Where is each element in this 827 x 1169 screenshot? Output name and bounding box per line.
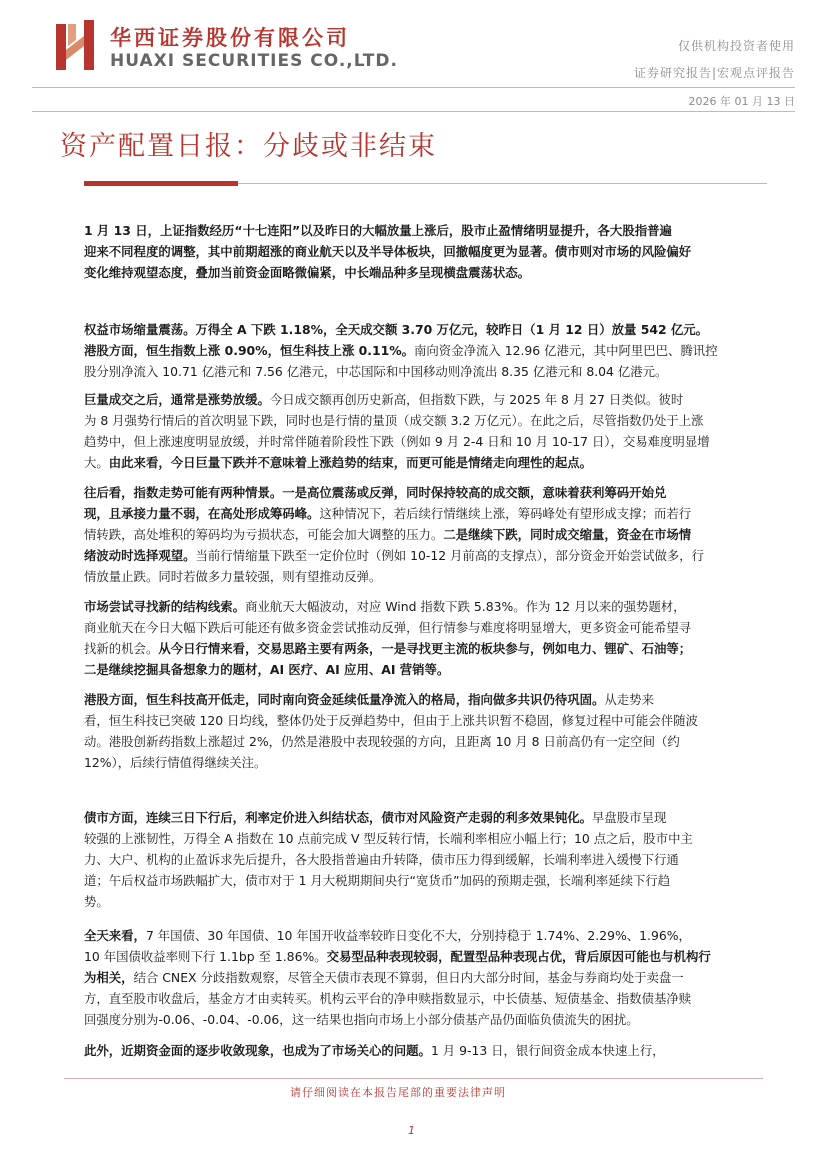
text-line: 势。: [84, 894, 109, 909]
text-line: 当前行情缩量下跌至一定价位时（例如 10-12 月前高的支撑点），部分资金开始尝试做多，行: [195, 548, 705, 563]
text-line: 从走势来: [604, 692, 654, 707]
text-line-bold: 为相关，: [84, 970, 134, 985]
footer-divider: [64, 1078, 763, 1079]
text-line: 商业航天大幅波动，对应 Wind 指数下跌 5.83%。作为 12 月以来的强势题材，: [245, 599, 686, 614]
text-line-bold: 港股方面，恒生指数上涨 0.90%，恒生科技上涨 0.11%。: [84, 343, 415, 358]
report-date: 2026 年 01 月 13 日: [688, 95, 795, 108]
equity-market-paragraph: [84, 319, 783, 382]
audience-note: 仅供机构投资者使用: [677, 39, 795, 53]
text-line: 南向资金净流入 12.96 亿港元，其中阿里巴巴、腾讯控: [414, 343, 718, 358]
text-line-bold: 市场尝试寻找新的结构线索。: [84, 599, 246, 614]
text-line-bold: 由此来看，今日巨量下跌并不意味着上涨趋势的结束，而更可能是情绪走向理性的起点。: [108, 455, 593, 470]
text-line: 找新的机会。: [84, 641, 159, 656]
text-line: 方，直至股市收盘后，基金方才由卖转买。机构云平台的净申赎指数显示，中长债基、短债基金、指数债基净赎: [84, 991, 692, 1006]
text-line: 动。港股创新药指数上涨超过 2%，仍然是港股中表现较强的方向，且距离 10 月 8 日前高仍有一定空间（约: [84, 734, 680, 749]
summary-paragraph: [84, 220, 783, 283]
text-line: 迎来不同程度的调整，其中前期超涨的商业航天以及半导体板块，回撤幅度更为显著。债市则对市场的风险偏好: [84, 244, 692, 259]
company-name-en: HUAXI SECURITIES CO.,LTD.: [110, 51, 398, 71]
text-line-bold: 全天来看，: [84, 928, 146, 943]
text-line-bold: 从今日行情来看，交易思路主要有两条，一是寻找更主流的板块参与，例如电力、锂矿、石油等；: [158, 641, 692, 656]
huaxi-logo-icon: [56, 20, 96, 72]
page-number: 1: [408, 1124, 415, 1137]
bond-market-paragraph: [84, 807, 783, 912]
text-line-bold: 二是继续下跌，同时成交缩量，资金在市场情: [443, 527, 692, 542]
text-line: 商业航天在今日大幅下跌后可能还有做多资金尝试推动反弹，但行情参与难度将明显增大，更多资金可能希望寻: [84, 620, 692, 635]
text-line-bold: 现，且承接力量不弱，在高处形成筹码峰。: [84, 506, 320, 521]
text-line: 权益市场缩量震荡。万得全 A 下跌 1.18%，全天成交额 3.70 万亿元，较昨日（1 月 12 日）放量 542 亿元。: [84, 322, 709, 337]
text-line: 12%），后续行情值得继续关注。: [84, 755, 267, 770]
title-underline: [238, 183, 767, 184]
structure-paragraph: [84, 596, 783, 680]
text-line: 情放量止跌。同时若做多力量较强，则有望推动反弹。: [84, 569, 382, 584]
text-line: 回强度分别为-0.06、-0.04、-0.06，这一结果也指向市场上小部分债基产品仍面临负债流失的困扰。: [84, 1012, 639, 1027]
text-line: 这种情况下，若后续行情继续上涨，筹码峰处有望形成支撑；而若行: [319, 506, 692, 521]
liquidity-paragraph: [84, 1040, 783, 1061]
text-line: 变化维持观望态度，叠加当前资金面略微偏紧，中长端品种多呈现横盘震荡状态。: [84, 265, 531, 280]
legal-notice: 请仔细阅读在本报告尾部的重要法律声明: [290, 1086, 506, 1099]
text-line: 10 年国债收益率则下行 1.1bp 至 1.86%。: [84, 949, 327, 964]
text-line-bold: 巨量成交之后，通常是涨势放缓。: [84, 392, 270, 407]
text-line: 趋势中，但上涨速度明显放缓，并时常伴随着阶段性下跌（例如 9 月 2-4 日和 10 月 10-17 日），交易难度明显增: [84, 434, 710, 449]
text-line: 今日成交额再创历史新高，但指数下跌，与 2025 年 8 月 27 日类似。彼时: [269, 392, 684, 407]
text-line-bold: 债市方面，连续三日下行后，利率定价进入纠结状态，债市对风险资产走弱的利多效果钝化。: [84, 810, 593, 825]
text-line-bold: 交易型品种表现较弱，配置型品种表现占优，背后原因可能也与机构行: [326, 949, 711, 964]
company-name-cn: 华西证券股份有限公司: [110, 26, 350, 50]
text-line: 情转跌，高处堆积的筹码均为亏损状态，可能会加大调整的压力。: [84, 527, 444, 542]
text-line: 较强的上涨韧性，万得全 A 指数在 10 点前完成 V 型反转行情，长端利率相应小幅上行；10 点之后，股市中主: [84, 831, 693, 846]
outlook-paragraph: [84, 482, 783, 587]
header-divider: [32, 87, 795, 88]
text-line: 道；午后权益市场跌幅扩大，债市对于 1 月大税期期间央行“宽货币”加码的预期走强，长端利率延续下行趋: [84, 873, 671, 888]
date-divider: [32, 111, 795, 112]
report-type: 证券研究报告|宏观点评报告: [633, 66, 795, 80]
text-line: 1 月 13 日，上证指数经历“十七连阳”以及昨日的大幅放量上涨后，股市止盈情绪明显提升，各大股指普遍: [84, 223, 672, 238]
text-line: 早盘股市呈现: [592, 810, 667, 825]
text-line-bold: 二是继续挖掘具备想象力的题材，AI 医疗、AI 应用、AI 营销等。: [84, 662, 450, 677]
text-line: 大。: [84, 455, 109, 470]
text-line: 力、大户、机构的止盈诉求先后提升，各大股指普遍由升转降，债市压力得到缓解，长端利率进入缓慢下行通: [84, 852, 679, 867]
text-line: 1 月 9-13 日，银行间资金成本快速上行，: [430, 1043, 665, 1058]
title-accent-bar: [84, 181, 238, 186]
text-line-bold: 港股方面，恒生科技高开低走，同时南向资金延续低量净流入的格局，指向做多共识仍待巩固。: [84, 692, 605, 707]
hk-market-paragraph: [84, 689, 783, 773]
text-line: 7 年国债、30 年国债、10 年国开收益率较昨日变化不大，分别持稳于 1.74%、2.29%、1.96%，: [145, 928, 691, 943]
report-title: 资产配置日报：分歧或非结束: [60, 131, 437, 162]
text-line: 股分别净流入 10.71 亿港元和 7.56 亿港元，中芯国际和中国移动则净流出 8.35 亿港元和 8.04 亿港元。: [84, 364, 668, 379]
text-line: 看，恒生科技已突破 120 日均线，整体仍处于反弹趋势中，但由于上涨共识暂不稳固，修复过程中可能会伴随波: [84, 713, 698, 728]
text-line: 结合 CNEX 分歧指数观察，尽管全天债市表现不算弱，但日内大部分时间，基金与券商均处于卖盘一: [133, 970, 684, 985]
volume-paragraph: [84, 389, 783, 473]
text-line-bold: 此外，近期资金面的逐步收敛现象，也成为了市场关心的问题。: [84, 1043, 431, 1058]
text-line-bold: 往后看，指数走势可能有两种情景。一是高位震荡或反弹，同时保持较高的成交额，意味着获利筹码开始兑: [84, 485, 667, 500]
text-line-bold: 绪波动时选择观望。: [84, 548, 196, 563]
yield-paragraph: [84, 925, 783, 1030]
text-line: 为 8 月强势行情后的首次明显下跌，同时也是行情的量顶（成交额 3.2 万亿元）。在此之后，尽管指数仍处于上涨: [84, 413, 704, 428]
